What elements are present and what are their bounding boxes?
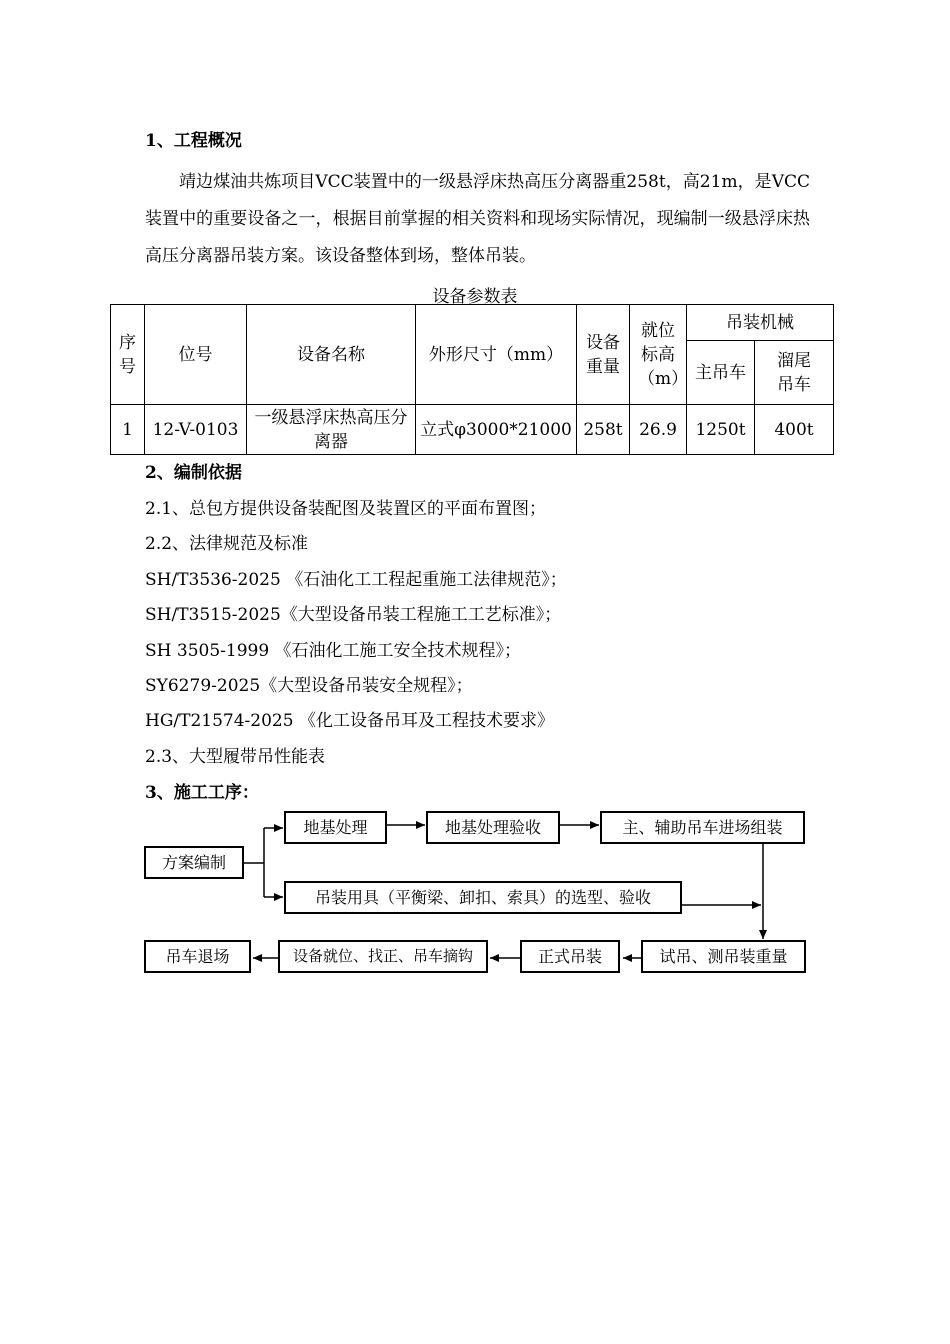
standard-line: SH/T3515-2025《大型设备吊装工程施工工艺标准》； <box>145 605 562 625</box>
cell-main-crane: 1250t <box>687 405 755 455</box>
header-tail-crane: 溜尾吊车 <box>755 341 834 405</box>
header-tag: 位号 <box>145 305 247 405</box>
standard-line: SH 3505-1999 《石油化工施工安全技术规程》； <box>145 641 522 661</box>
basis-line: 2.2、法律规范及标准 <box>145 534 309 554</box>
flow-step-trial-lift: 试吊、测吊装重量 <box>641 940 806 973</box>
header-seq: 序号 <box>111 305 145 405</box>
header-dims: 外形尺寸（mm） <box>416 305 577 405</box>
cell-tag: 12-V-0103 <box>145 405 247 455</box>
basis-line: 2.1、总包方提供设备装配图及装置区的平面布置图； <box>145 499 547 519</box>
basis-line: 2.3、大型履带吊性能表 <box>145 747 326 767</box>
equipment-parameter-table <box>110 304 834 455</box>
standard-line: SY6279-2025《大型设备吊装安全规程》； <box>145 676 473 696</box>
flow-step-foundation: 地基处理 <box>284 811 387 844</box>
cell-name: 一级悬浮床热高压分离器 <box>247 405 416 455</box>
flow-step-formal-lift: 正式吊装 <box>520 940 620 973</box>
standard-line: HG/T21574-2025 《化工设备吊耳及工程技术要求》 <box>145 711 554 731</box>
header-weight: 设备重量 <box>577 305 630 405</box>
section-2-heading: 2、编制依据 <box>145 463 242 483</box>
header-name: 设备名称 <box>247 305 416 405</box>
section-3-heading: 3、施工工序： <box>145 783 259 803</box>
table-caption: 设备参数表 <box>432 287 518 307</box>
section-1-paragraph: 靖边煤油共炼项目VCC装置中的一级悬浮床热高压分离器重258t，高21m，是VCC装置中的重要设备之一，根据目前掌握的相关资料和现场实际情况，现编制一级悬浮床热高压分离器吊装方案。该设备整体到场，整体吊装。 <box>145 172 810 266</box>
header-main-crane: 主吊车 <box>687 341 755 405</box>
flow-step-positioning: 设备就位、找正、吊车摘钩 <box>278 940 488 973</box>
flow-step-crane-assembly: 主、辅助吊车进场组装 <box>600 811 805 844</box>
standard-line: SH/T3536-2025 《石油化工工程起重施工法律规范》； <box>145 570 567 590</box>
header-machinery: 吊装机械 <box>687 305 834 341</box>
cell-weight: 258t <box>577 405 630 455</box>
flow-step-rigging: 吊装用具（平衡梁、卸扣、索具）的选型、验收 <box>284 881 682 914</box>
flow-step-crane-exit: 吊车退场 <box>144 940 251 973</box>
section-1-heading: 1、工程概况 <box>145 131 242 151</box>
table-row <box>111 405 834 455</box>
cell-seq: 1 <box>111 405 145 455</box>
cell-elevation: 26.9 <box>630 405 687 455</box>
process-flowchart <box>0 800 950 990</box>
flow-step-foundation-check: 地基处理验收 <box>426 811 560 844</box>
cell-tail-crane: 400t <box>755 405 834 455</box>
cell-dims: 立式φ3000*21000 <box>416 405 577 455</box>
flow-step-plan: 方案编制 <box>144 846 244 879</box>
header-elevation: 就位标高（m） <box>630 305 687 405</box>
